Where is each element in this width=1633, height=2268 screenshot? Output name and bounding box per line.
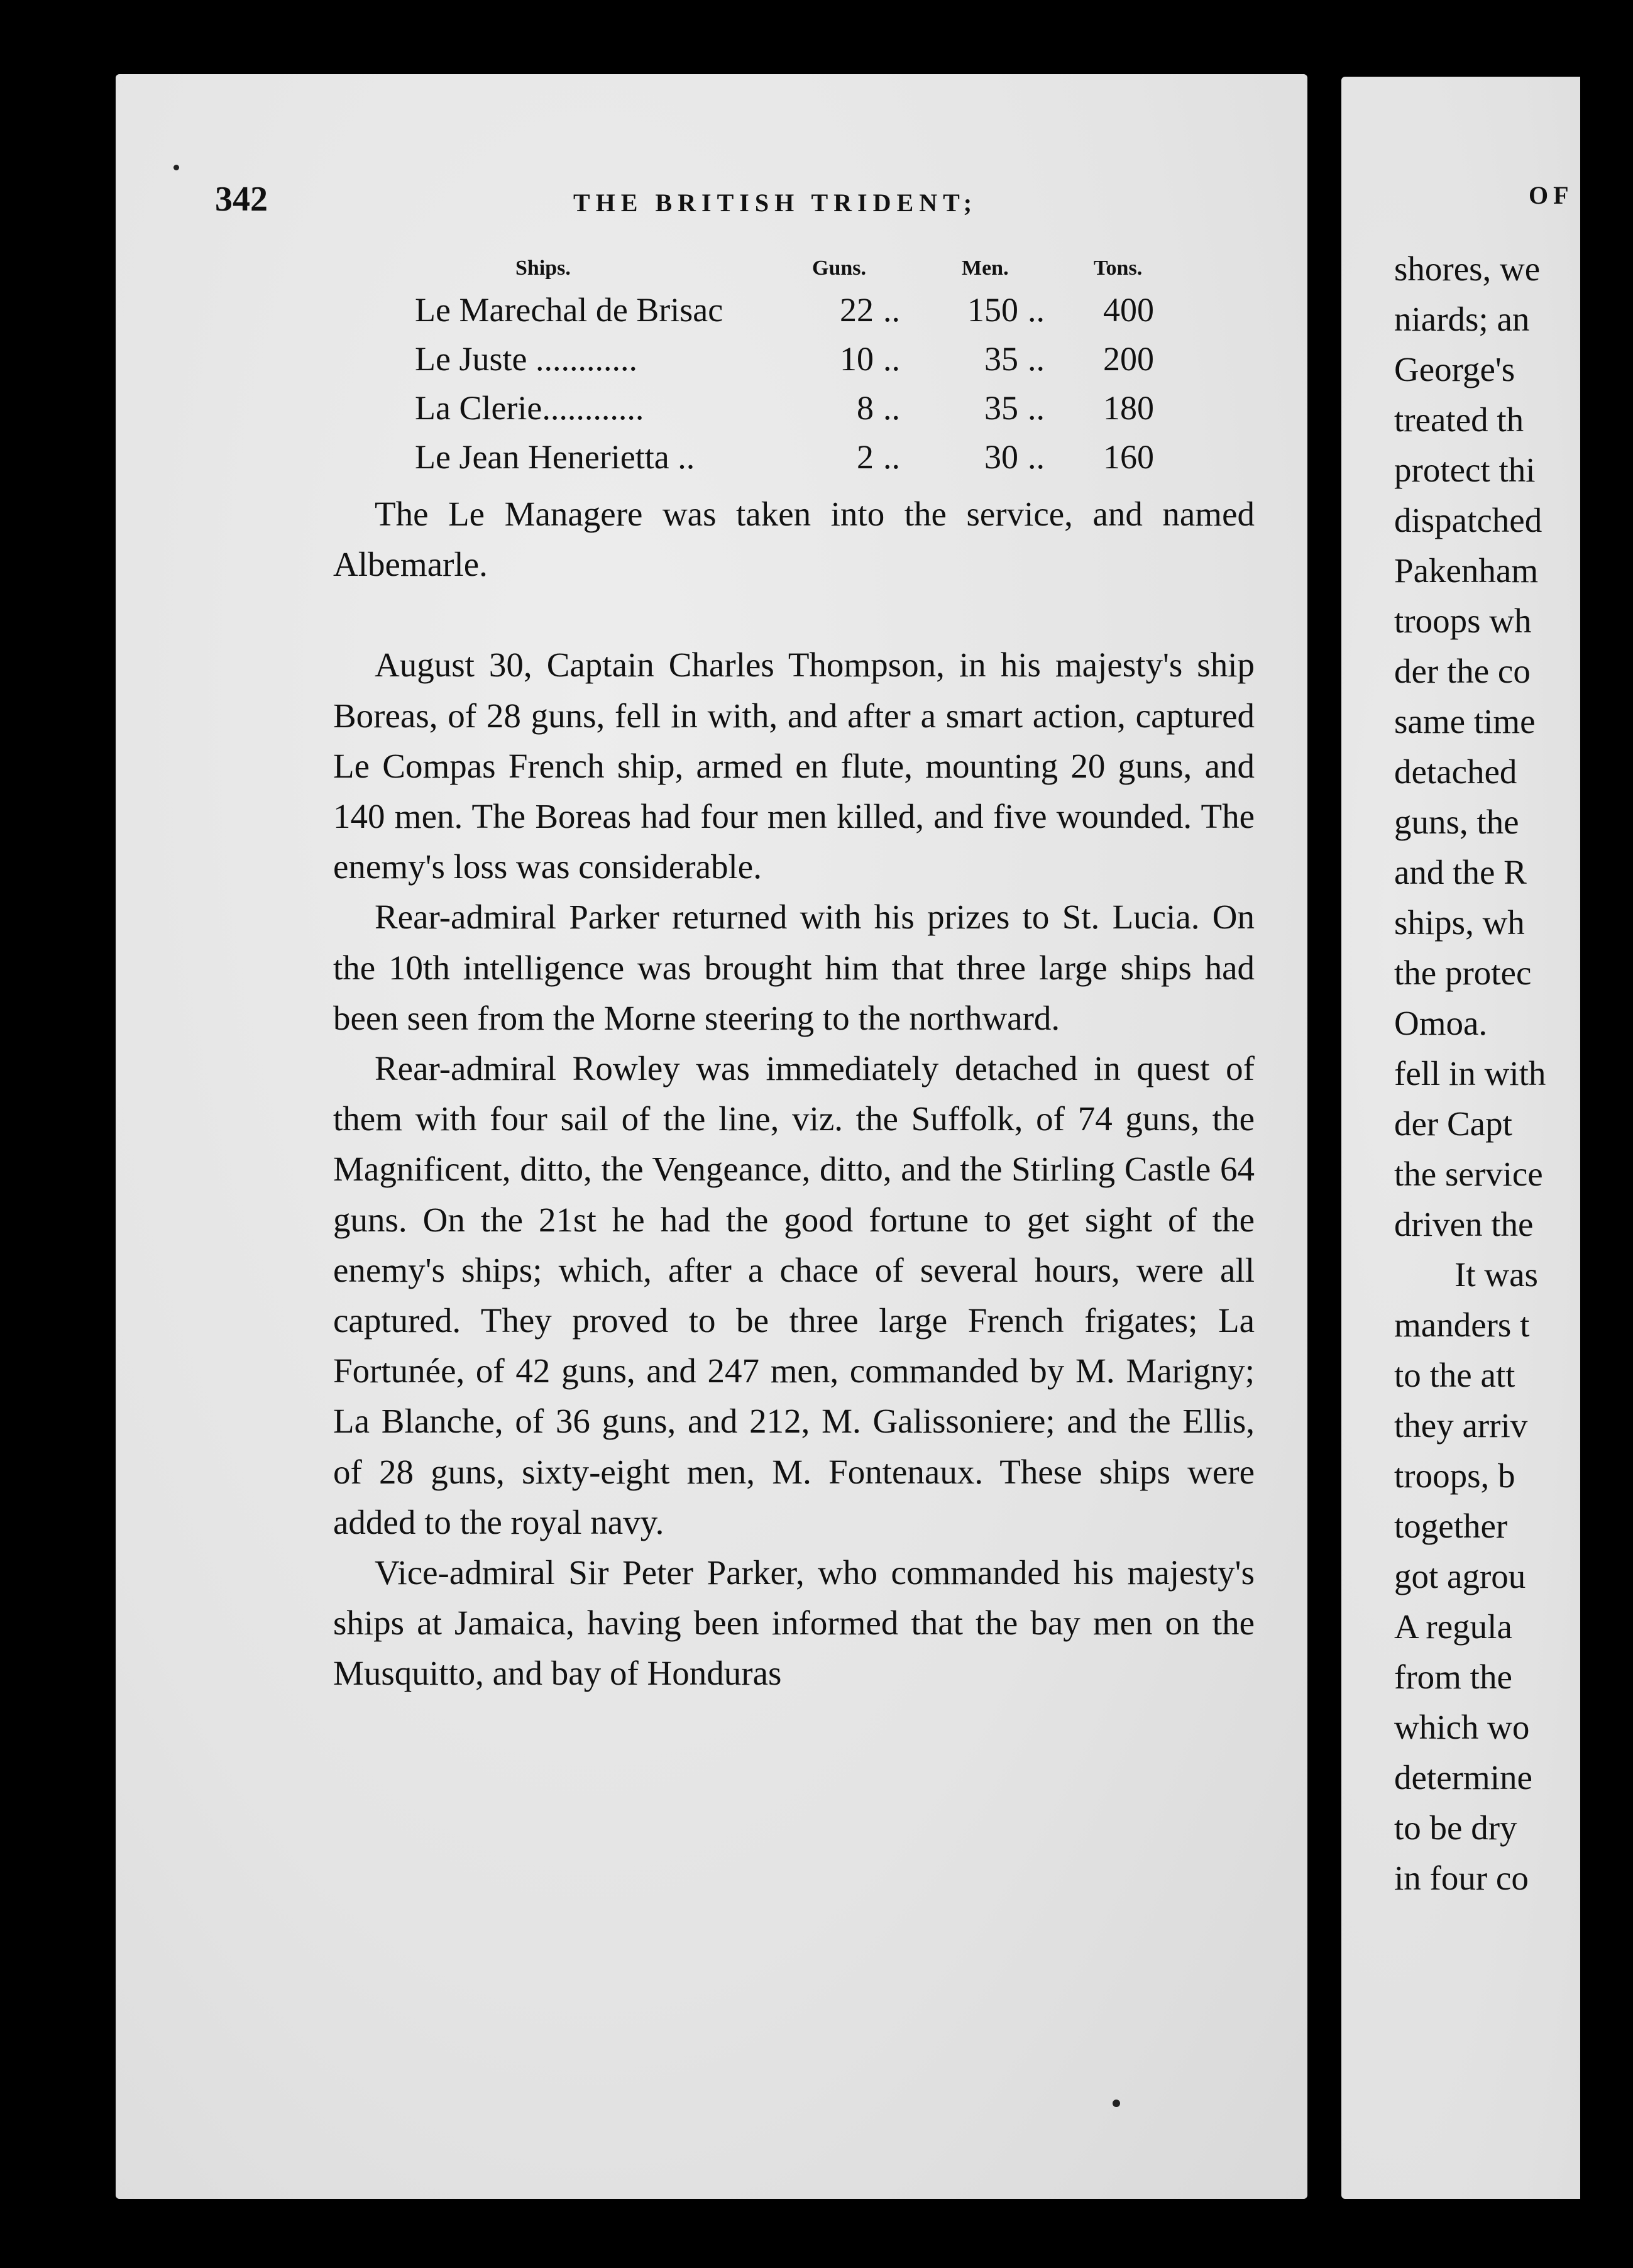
right-line: George's bbox=[1394, 350, 1515, 388]
right-line: determine bbox=[1394, 1758, 1532, 1797]
column-header-men: Men. bbox=[962, 256, 1009, 280]
right-line: detached bbox=[1394, 752, 1517, 791]
running-head: THE BRITISH TRIDENT; bbox=[573, 189, 978, 217]
right-line: driven the bbox=[1394, 1205, 1534, 1243]
right-line: to be dry bbox=[1394, 1808, 1517, 1847]
dot-leader: .. bbox=[883, 438, 900, 476]
paragraph: Rear-admiral Rowley was immediately detached in quest of them with four sail of the line, viz. the Suffolk, of 74 guns, the Magnificent, ditto, the Vengeance, ditto, and the Stirling Castle 64 guns. On the 21st he had the good fortune to get sight of the enemy's ships; which, after a chace of several hours, were all captured. They proved to be three large French frigates; La Fortunée, of 42 guns, and 247 men, commanded by M. Marigny; La Blanche, of 36 guns, and 212, M. Galissoniere; and the Ellis, of 28 guns, sixty-eight men, M. Fontenaux. These ships were added to the royal navy. bbox=[333, 1049, 1255, 1541]
tons-value: 180 bbox=[1103, 389, 1154, 427]
table-row bbox=[409, 288, 1194, 337]
ink-speck bbox=[173, 165, 179, 170]
right-line: which wo bbox=[1394, 1708, 1530, 1746]
dot-leader: .. bbox=[883, 291, 900, 329]
right-line: treated th bbox=[1394, 400, 1524, 439]
right-page-text bbox=[1394, 244, 1633, 1903]
men-value: 150 bbox=[967, 291, 1018, 329]
right-line: der the co bbox=[1394, 652, 1531, 690]
right-line: A regula bbox=[1394, 1607, 1512, 1646]
ink-speck bbox=[1113, 2100, 1120, 2107]
tons-value: 200 bbox=[1103, 340, 1154, 378]
right-line: manders t bbox=[1394, 1306, 1530, 1344]
table-row bbox=[409, 337, 1194, 386]
right-line: Omoa. bbox=[1394, 1004, 1488, 1042]
right-line: in four co bbox=[1394, 1859, 1529, 1897]
right-line: dispatched bbox=[1394, 501, 1542, 539]
right-line: and the R bbox=[1394, 853, 1527, 891]
ship-name-with-leader: Le Juste ............ bbox=[415, 340, 637, 378]
right-line: protect thi bbox=[1394, 451, 1536, 489]
dot-leader: .. bbox=[883, 389, 900, 427]
right-line: together bbox=[1394, 1507, 1508, 1545]
dot-leader: .. bbox=[1028, 438, 1045, 476]
right-line: der Capt bbox=[1394, 1104, 1512, 1143]
right-line: shores, we bbox=[1394, 250, 1541, 288]
right-line: niards; an bbox=[1394, 300, 1530, 338]
right-line: they arriv bbox=[1394, 1406, 1528, 1445]
paragraph: Rear-admiral Parker returned with his prizes to St. Lucia. On the 10th intelligence was brought him that three large ships had been seen from the Morne steering to the northward. bbox=[333, 898, 1255, 1037]
tons-value: 160 bbox=[1103, 438, 1154, 476]
dot-leader: .. bbox=[883, 340, 900, 378]
guns-value: 10 bbox=[840, 340, 874, 378]
paragraph-gap bbox=[333, 590, 1255, 640]
right-line: same time bbox=[1394, 702, 1536, 740]
tons-value: 400 bbox=[1103, 291, 1154, 329]
guns-value: 2 bbox=[857, 438, 874, 476]
paragraph: Vice-admiral Sir Peter Parker, who commanded his majesty's ships at Jamaica, having been informed that the bay men on the Musquitto, and bay of Honduras bbox=[333, 1553, 1255, 1693]
men-value: 30 bbox=[984, 438, 1018, 476]
column-header-tons: Tons. bbox=[1094, 256, 1143, 280]
right-page-header: OF bbox=[1529, 181, 1574, 209]
table-row bbox=[409, 435, 1194, 484]
paragraph: August 30, Captain Charles Thompson, in his majesty's ship Boreas, of 28 guns, fell in with, and after a smart action, captured Le Compas French ship, armed en flute, mounting 20 guns, and 140 men. The Boreas had four men killed, and five wounded. The enemy's loss was considerable. bbox=[333, 646, 1255, 886]
guns-value: 8 bbox=[857, 389, 874, 427]
column-header-guns: Guns. bbox=[812, 256, 866, 280]
ship-table bbox=[409, 251, 1194, 484]
ship-name: Le Marechal de Brisac bbox=[415, 291, 723, 329]
ship-name-with-leader: La Clerie............ bbox=[415, 389, 644, 427]
men-value: 35 bbox=[984, 389, 1018, 427]
dot-leader: .. bbox=[1028, 340, 1045, 378]
dot-leader: .. bbox=[1028, 291, 1045, 329]
right-line: fell in with bbox=[1394, 1054, 1546, 1093]
right-line: to the att bbox=[1394, 1356, 1515, 1394]
ship-name-with-leader: Le Jean Henerietta .. bbox=[415, 438, 695, 476]
table-row bbox=[409, 386, 1194, 435]
column-header-ships: Ships. bbox=[515, 256, 571, 280]
table-header bbox=[409, 251, 1194, 288]
guns-value: 22 bbox=[840, 291, 874, 329]
body-text bbox=[333, 489, 1255, 1699]
right-line: the protec bbox=[1394, 954, 1532, 992]
right-line: Pakenham bbox=[1394, 551, 1539, 590]
page-number: 342 bbox=[215, 180, 268, 219]
page-header bbox=[215, 179, 1252, 223]
right-line: got agrou bbox=[1394, 1557, 1526, 1595]
dot-leader: .. bbox=[1028, 389, 1045, 427]
right-line: troops, b bbox=[1394, 1456, 1515, 1495]
men-value: 35 bbox=[984, 340, 1018, 378]
right-line: from the bbox=[1394, 1658, 1512, 1696]
right-line: It was bbox=[1454, 1255, 1538, 1294]
right-line: troops wh bbox=[1394, 602, 1532, 640]
right-line: the service bbox=[1394, 1155, 1543, 1193]
right-line: ships, wh bbox=[1394, 903, 1525, 942]
paragraph: The Le Managere was taken into the service, and named Albemarle. bbox=[333, 495, 1255, 584]
right-line: guns, the bbox=[1394, 803, 1519, 841]
